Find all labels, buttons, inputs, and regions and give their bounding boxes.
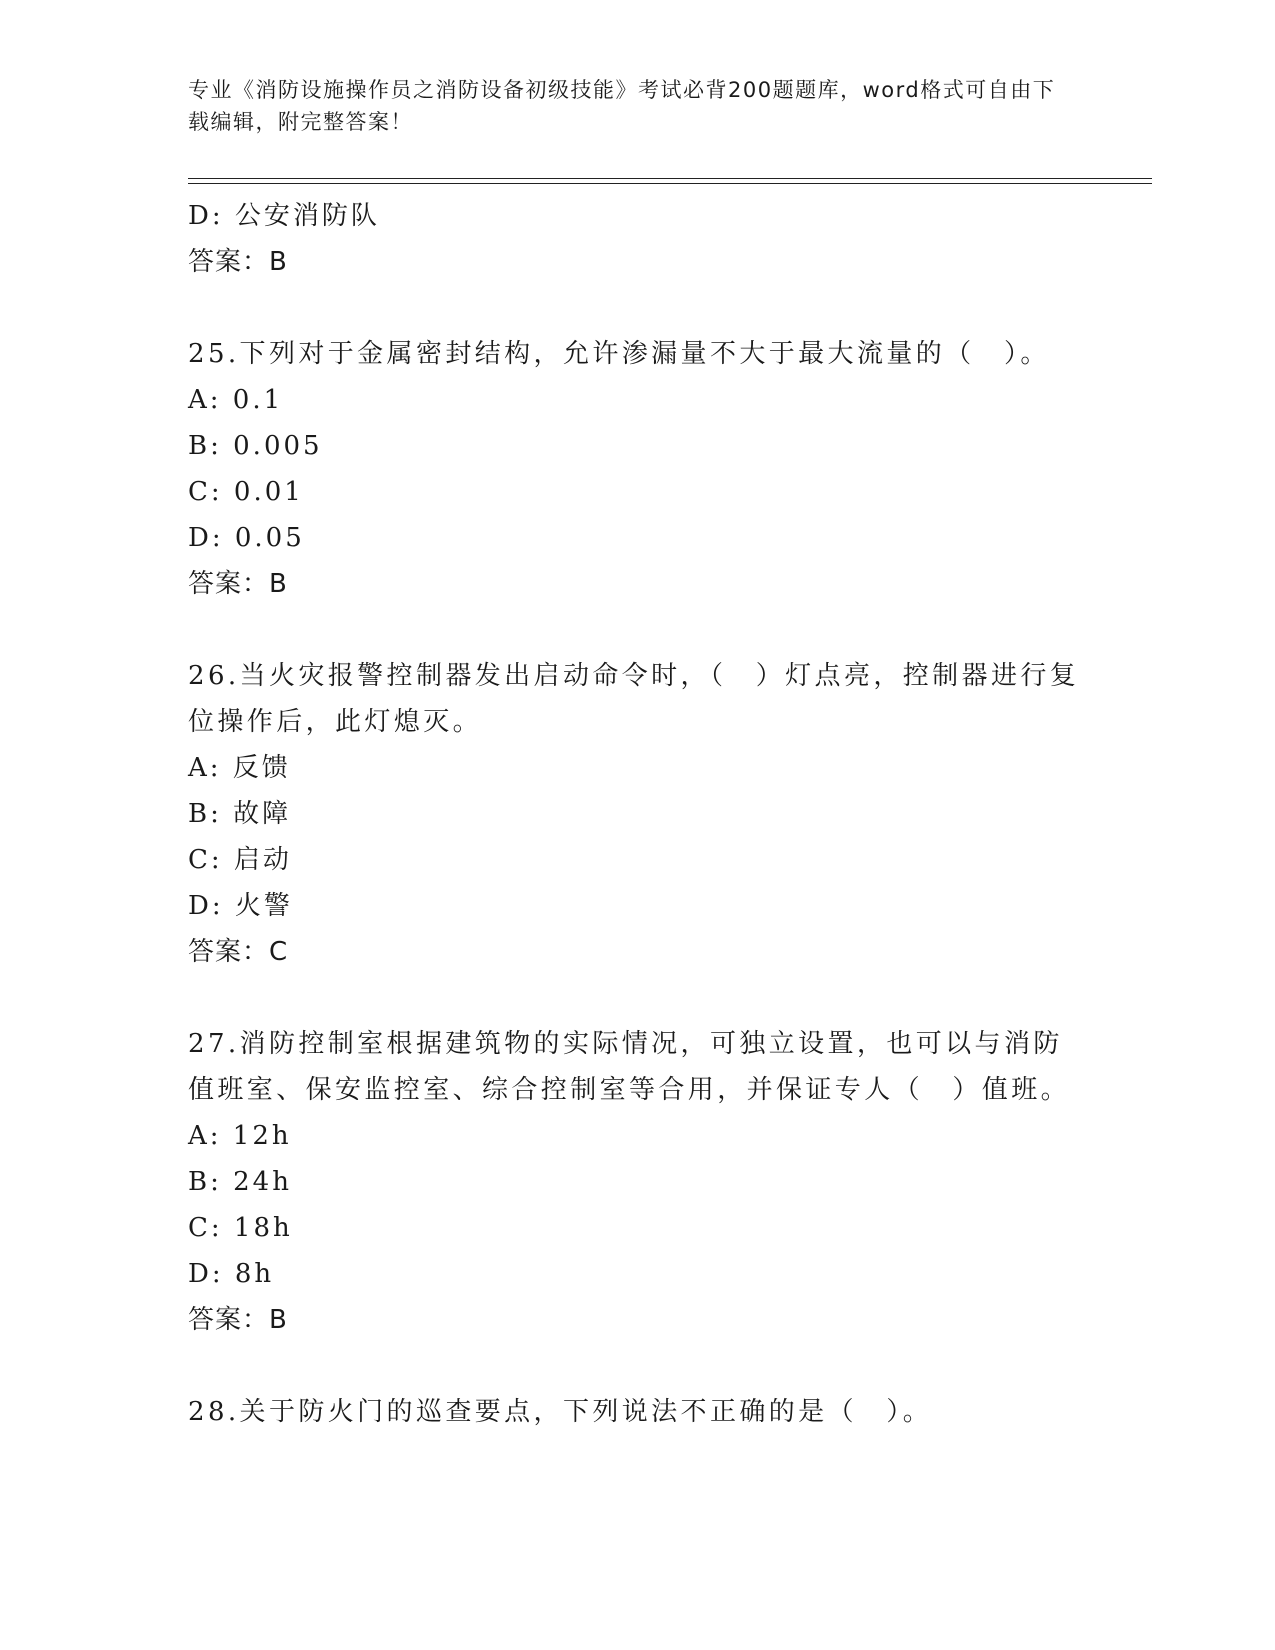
option-a: A: 反馈 xyxy=(188,753,291,783)
question-25 xyxy=(188,331,1088,607)
option-d: D: 0.05 xyxy=(188,523,305,553)
option-c: C: 启动 xyxy=(188,845,292,875)
option-a: A: 0.1 xyxy=(188,385,284,415)
option-d: D: 8h xyxy=(188,1259,275,1289)
header-divider-top xyxy=(188,178,1152,179)
prev-answer: 答案：B xyxy=(188,247,288,277)
question-text: 28.关于防火门的巡查要点，下列说法不正确的是（ ）。 xyxy=(188,1397,933,1427)
answer: 答案：B xyxy=(188,1305,288,1335)
option-d: D: 火警 xyxy=(188,891,293,921)
question-28 xyxy=(188,1389,1088,1435)
document-header xyxy=(188,74,1068,138)
question-text: 25.下列对于金属密封结构，允许渗漏量不大于最大流量的（ ）。 xyxy=(188,339,1050,369)
option-c: C: 18h xyxy=(188,1213,293,1243)
question-text: 27.消防控制室根据建筑物的实际情况，可独立设置，也可以与消防值班室、保安监控室、综合控制室等合用，并保证专人（ ）值班。 xyxy=(188,1029,1071,1105)
answer: 答案：B xyxy=(188,569,288,599)
option-b: B: 24h xyxy=(188,1167,292,1197)
question-27 xyxy=(188,1021,1088,1343)
header-divider-bottom xyxy=(188,183,1152,184)
answer: 答案：C xyxy=(188,937,289,967)
option-c: C: 0.01 xyxy=(188,477,304,507)
prev-option-d: D: 公安消防队 xyxy=(188,201,380,231)
question-text: 26.当火灾报警控制器发出启动命令时，（ ）灯点亮，控制器进行复位操作后，此灯熄灭。 xyxy=(188,661,1080,737)
question-26 xyxy=(188,653,1088,975)
header-title: 专业《消防设施操作员之消防设备初级技能》考试必背200题题库，word格式可自由下载编辑，附完整答案！ xyxy=(188,78,1056,134)
option-b: B: 故障 xyxy=(188,799,292,829)
question-list xyxy=(188,193,1088,1435)
option-a: A: 12h xyxy=(188,1121,292,1151)
option-b: B: 0.005 xyxy=(188,431,323,461)
